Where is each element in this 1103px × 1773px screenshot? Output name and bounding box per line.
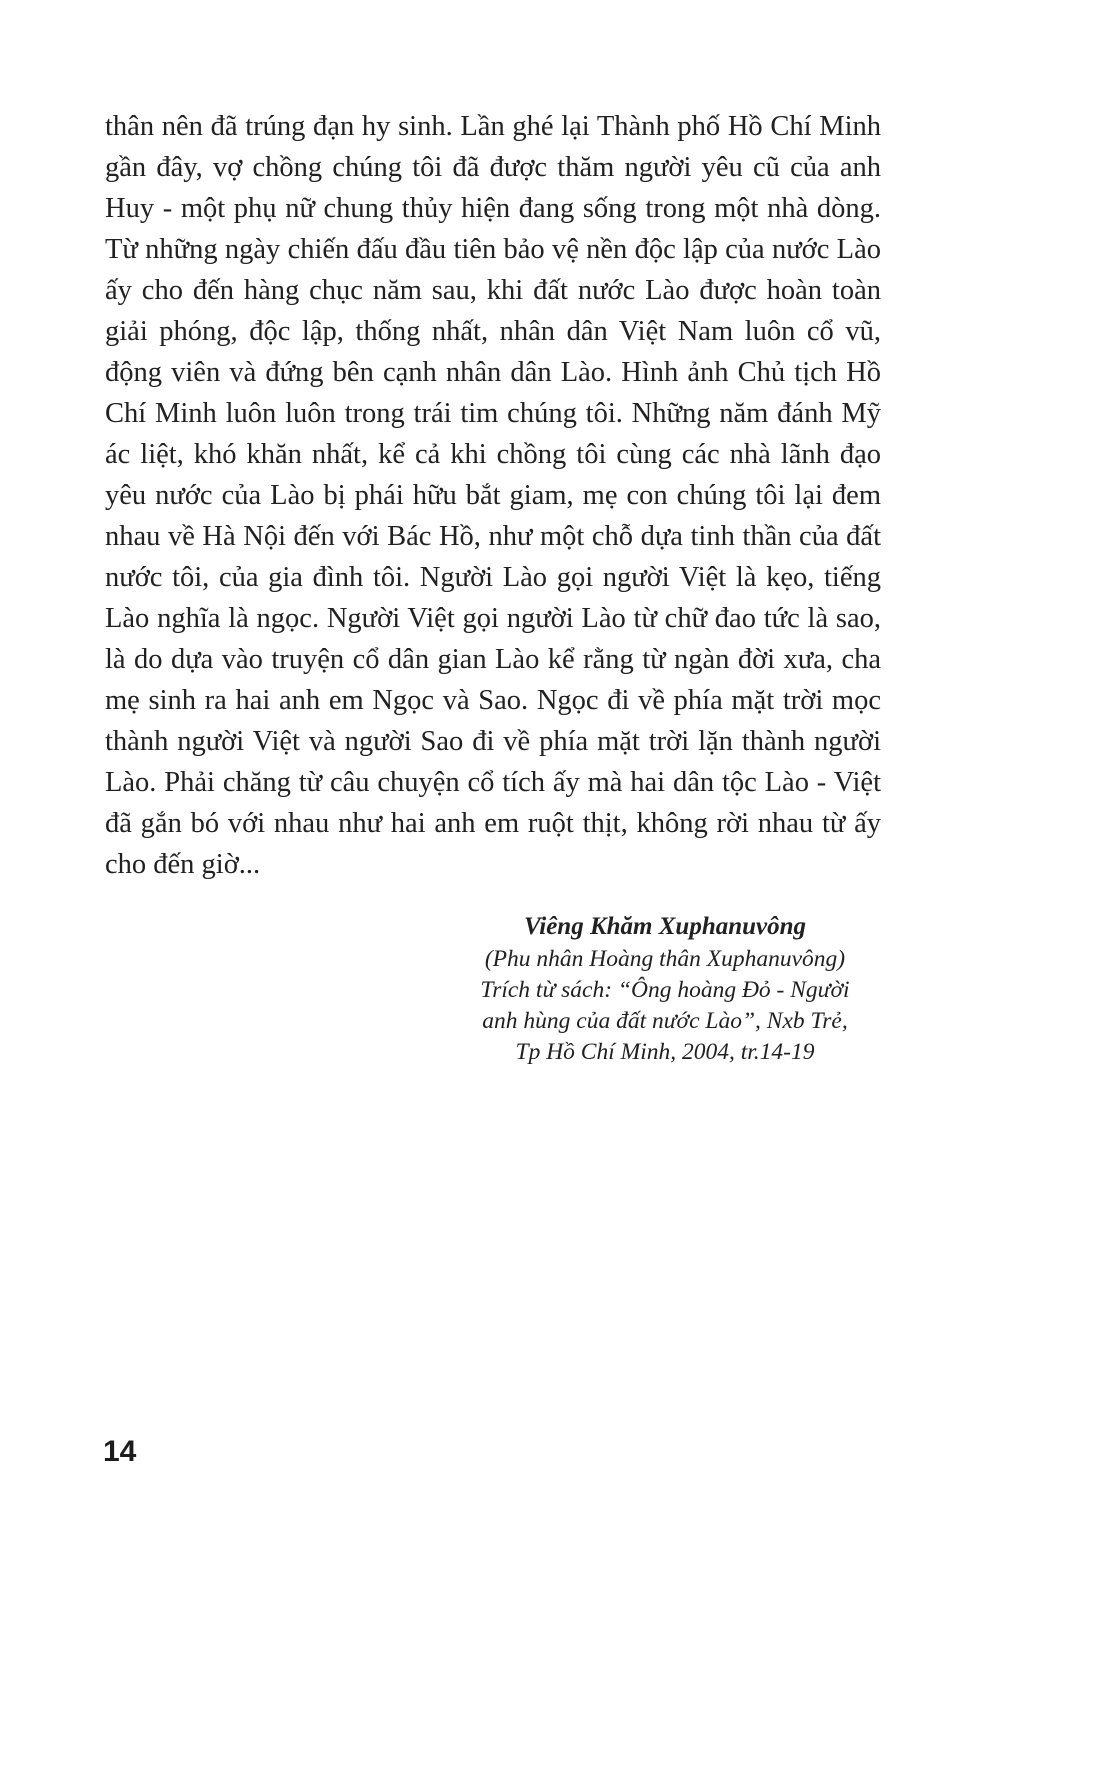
attribution-role: (Phu nhân Hoàng thân Xuphanuvông) (484, 946, 846, 972)
attribution-source-line-3: Tp Hồ Chí Minh, 2004, tr.14-19 (515, 1039, 815, 1065)
attribution-author: Viêng Khăm Xuphanuvông (523, 913, 807, 940)
attribution-source-line-1: Trích từ sách: “Ông hoàng Đỏ - Người (480, 977, 850, 1003)
attribution-source-line-2: anh hùng của đất nước Lào”, Nxb Trẻ, (482, 1008, 848, 1034)
body-paragraph: thân nên đã trúng đạn hy sinh. Lần ghé lại Thành phố Hồ Chí Minh gần đây, vợ chồng chúng tôi đã được thăm người yêu cũ của anh Huy - một phụ nữ chung thủy hiện đang sống trong một nhà dòng. Từ những ngày chiến đấu đầu tiên bảo vệ nền độc lập của nước Lào ấy cho đến hàng chục năm sau, khi đất nước Lào được hoàn toàn giải phóng, độc lập, thống nhất, nhân dân Việt Nam luôn cổ vũ, động viên và đứng bên cạnh nhân dân Lào. Hình ảnh Chủ tịch Hồ Chí Minh luôn luôn trong trái tim chúng tôi. Những năm đánh Mỹ ác liệt, khó khăn nhất, kể cả khi chồng tôi cùng các nhà lãnh đạo yêu nước của Lào bị phái hữu bắt giam, mẹ con chúng tôi lại đem nhau về Hà Nội đến với Bác Hồ, như một chỗ dựa tinh thần của đất nước tôi, của gia đình tôi. Người Lào gọi người Việt là kẹo, tiếng Lào nghĩa là ngọc. Người Việt gọi người Lào từ chữ đao tức là sao, là do dựa vào truyện cổ dân gian Lào kể rằng từ ngàn đời xưa, cha mẹ sinh ra hai anh em Ngọc và Sao. Ngọc đi về phía mặt trời mọc thành người Việt và người Sao đi về phía mặt trời lặn thành người Lào. Phải chăng từ câu chuyện cổ tích ấy mà hai dân tộc Lào - Việt đã gắn bó với nhau như hai anh em ruột thịt, không rời nhau từ ấy cho đến giờ... (105, 111, 881, 880)
attribution-block (440, 910, 890, 1068)
page-number: 14 (103, 1435, 137, 1468)
